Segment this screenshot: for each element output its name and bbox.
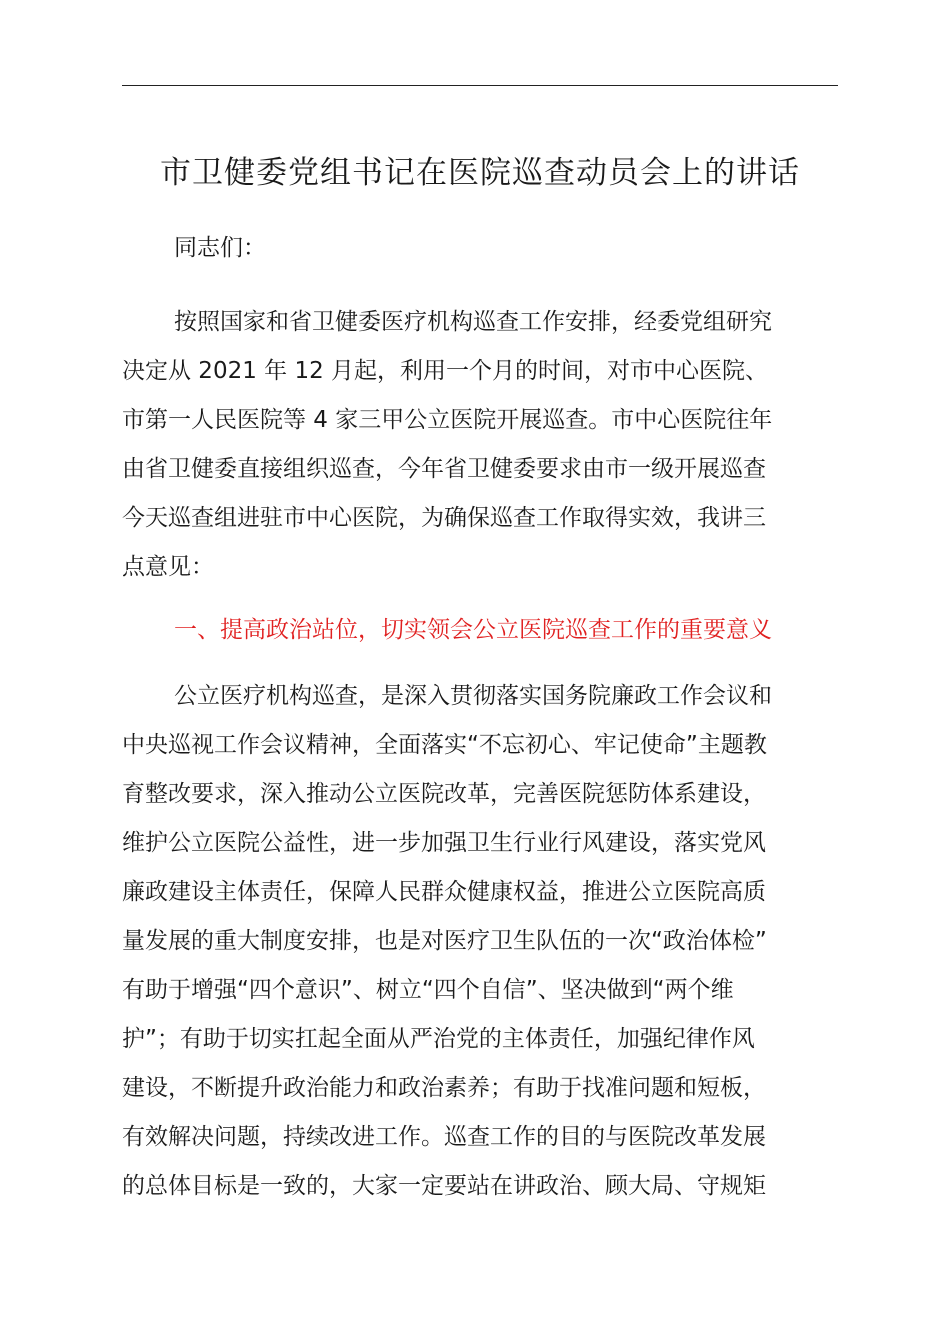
paragraph-line: 点意见： <box>122 554 214 580</box>
paragraph-line: 决定从 2021 年 12 月起，利用一个月的时间，对市中心医院、 <box>122 358 769 384</box>
section-heading-1: 一、提高政治站位，切实领会公立医院巡查工作的重要意义 <box>174 617 772 643</box>
paragraph-line: 育整改要求，深入推动公立医院改革，完善医院惩防体系建设， <box>122 781 766 807</box>
header-rule <box>122 85 838 86</box>
document-title: 市卫健委党组书记在医院巡查动员会上的讲话 <box>160 155 800 191</box>
paragraph-line: 中央巡视工作会议精神，全面落实“不忘初心、牢记使命”主题教 <box>122 732 767 758</box>
paragraph-line: 今天巡查组进驻市中心医院，为确保巡查工作取得实效，我讲三 <box>122 505 766 531</box>
paragraph-line: 维护公立医院公益性，进一步加强卫生行业行风建设，落实党风 <box>122 830 766 856</box>
paragraph-line: 建设，不断提升政治能力和政治素养；有助于找准问题和短板， <box>122 1075 766 1101</box>
paragraph-2 <box>122 672 838 1211</box>
paragraph-line: 按照国家和省卫健委医疗机构巡查工作安排，经委党组研究 <box>174 309 772 335</box>
paragraph-line: 量发展的重大制度安排，也是对医疗卫生队伍的一次“政治体检” <box>122 928 767 954</box>
paragraph-line: 市第一人民医院等 4 家三甲公立医院开展巡查。市中心医院往年 <box>122 407 773 433</box>
paragraph-1 <box>122 298 838 592</box>
paragraph-line: 公立医疗机构巡查，是深入贯彻落实国务院廉政工作会议和 <box>174 683 772 709</box>
paragraph-line: 有助于增强“四个意识”、树立“四个自信”、坚决做到“两个维 <box>122 977 734 1003</box>
paragraph-line: 由省卫健委直接组织巡查，今年省卫健委要求由市一级开展巡查 <box>122 456 766 482</box>
paragraph-line: 护”；有助于切实扛起全面从严治党的主体责任，加强纪律作风 <box>122 1026 755 1052</box>
paragraph-line: 的总体目标是一致的，大家一定要站在讲政治、顾大局、守规矩 <box>122 1173 766 1199</box>
salutation: 同志们： <box>174 235 266 261</box>
paragraph-line: 廉政建设主体责任，保障人民群众健康权益，推进公立医院高质 <box>122 879 766 905</box>
paragraph-line: 有效解决问题，持续改进工作。巡查工作的目的与医院改革发展 <box>122 1124 766 1150</box>
